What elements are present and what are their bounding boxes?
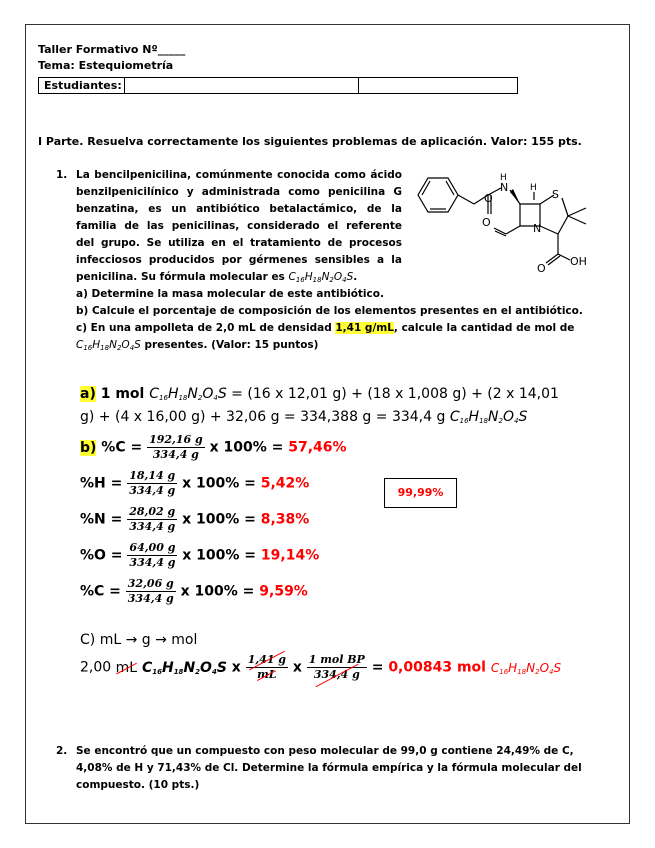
problem1-line: benzatina, es un antibiótico betalactámico, de la xyxy=(76,203,402,215)
cancelled-ml: mL xyxy=(115,659,138,676)
problem1-formula-line: penicilina. Su fórmula molecular es $C_{16}H_{18}N_2O_4S$. xyxy=(76,271,358,284)
problem1-question-a: a) Determine la masa molecular de este antibiótico. xyxy=(76,288,384,300)
solution-b-row-o: %O = $\frac{64,00 g}{334,4 g}$ x 100% = 19,14% xyxy=(80,541,320,569)
atom-label: H xyxy=(500,173,507,183)
students-divider xyxy=(358,78,359,93)
part1-instructions: I Parte. Resuelva correctamente los siguientes problemas de aplicación. Valor: 155 pts. xyxy=(38,135,582,148)
atom-label: N xyxy=(533,222,542,235)
label-b: b) xyxy=(80,439,97,456)
solution-b-row-c: b) %C = $\frac{192,16 g}{334,4 g}$ x 100% = 57,46% xyxy=(80,433,347,461)
penicillin-structure-diagram xyxy=(408,168,623,283)
problem1-line: benzilpenicilínico y administrada como penicilina G xyxy=(76,186,402,198)
density-highlight: 1,41 g/mL xyxy=(335,322,394,334)
atom-label: S xyxy=(552,188,559,201)
atom-label: OH xyxy=(570,255,587,268)
solution-c-title: C) mL → g → mol xyxy=(80,632,198,648)
solution-b-row-n: %N = $\frac{28,02 g}{334,4 g}$ x 100% = 8,38% xyxy=(80,505,310,533)
problem1-question-c: c) En una ampolleta de 2,0 mL de densidad 1,41 g/mL, calcule la cantidad de mol de xyxy=(76,322,575,334)
problem1-line: infecciosos producidos por gérmenes sensibles a la xyxy=(76,254,402,266)
problem1-question-b: b) Calcule el porcentaje de composición de los elementos presentes en el antibiótico. xyxy=(76,305,583,317)
problem1-line: del grupo. Se utiliza en el tratamiento de procesos xyxy=(76,237,402,249)
solution-a-line2: g) + (4 x 16,00 g) + 32,06 g = 334,388 g = 334,4 g $C_{16}H_{18}N_2O_4S$ xyxy=(80,409,528,425)
students-table xyxy=(38,77,518,94)
problem2-line: Se encontró que un compuesto con peso molecular de 99,0 g contiene 24,49% de C, xyxy=(76,745,574,757)
total-percent-box: 99,99% xyxy=(384,478,457,508)
problem2-line: 4,08% de H y 71,43% de Cl. Determine la fórmula empírica y la fórmula molecular del xyxy=(76,762,582,774)
students-label: Estudiantes: xyxy=(39,78,125,93)
problem2-number: 2. xyxy=(56,745,68,757)
problem1-question-c-end: $C_{16}H_{18}N_2O_4S$ presentes. (Valor: 15 puntos) xyxy=(76,339,319,352)
problem1-number: 1. xyxy=(56,169,68,181)
benzene-ring xyxy=(418,178,458,212)
problem2-line: compuesto. (10 pts.) xyxy=(76,779,200,791)
taller-title: Taller Formativo Nº_____ xyxy=(38,43,186,56)
problem1-line: familia de las penicilinas, considerado el referente xyxy=(76,220,402,232)
solution-b-row-h: %H = $\frac{18,14 g}{334,4 g}$ x 100% = 5,42% xyxy=(80,469,310,497)
atom-label: O xyxy=(482,216,491,229)
solution-b-row-s: %C = $\frac{32,06 g}{334,4 g}$ x 100% = 9,59% xyxy=(80,577,308,605)
solution-c-calculation: 2,00 mL $C_{16}H_{18}N_2O_4S$ x $\frac{1,41 g}{mL}$ x $\frac{\text{1 mol BP}}{334,4 g}$ = 0,00843 mol $C_{16}H_{18}N_2O_4S$ xyxy=(80,653,562,681)
atom-label: H xyxy=(530,183,537,193)
atom-label: N xyxy=(500,181,509,194)
label-a: a) xyxy=(80,386,96,402)
problem1-line: La bencilpenicilina, comúnmente conocida como ácido xyxy=(76,169,402,181)
tema-title: Tema: Estequiometría xyxy=(38,59,174,72)
atom-label: O xyxy=(537,262,546,275)
solution-a-line1: a) 1 mol $C_{16}H_{18}N_2O_4S = (16$ x 12,01 g) + (18 x 1,008 g) + (2 x 14,01 xyxy=(80,386,559,402)
atom-label: O xyxy=(484,192,493,205)
